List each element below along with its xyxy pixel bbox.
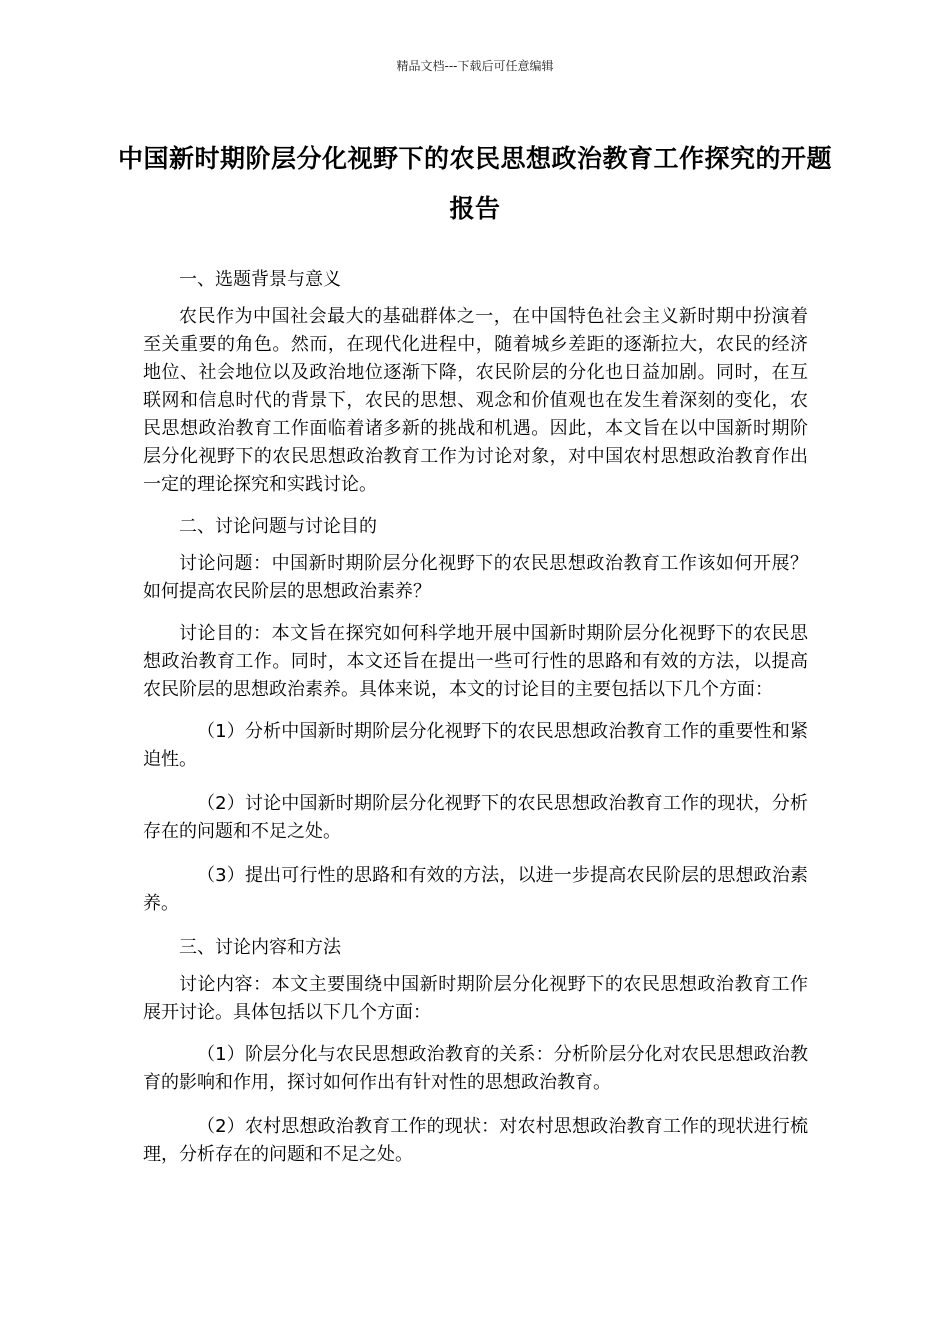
list-item: （2）农村思想政治教育工作的现状：对农村思想政治教育工作的现状进行梳理，分析存在的问题和不足之处。 [143,1116,808,1165]
section-heading-1: 一、选题背景与意义 [179,269,341,290]
paragraph-purpose: 讨论目的：本文旨在探究如何科学地开展中国新时期阶层分化视野下的农民思想政治教育工作。同时，本文还旨在提出一些可行性的思路和有效的方法，以提高农民阶层的思想政治素养。具体来说，本文的讨论目的主要包括以下几个方面： [143,623,808,700]
list-item: （1）阶层分化与农民思想政治教育的关系：分析阶层分化对农民思想政治教育的影响和作用，探讨如何作出有针对性的思想政治教育。 [143,1044,808,1093]
section-heading-3: 三、讨论内容和方法 [179,937,341,958]
header-note: 精品文档---下载后可任意编辑 [396,59,554,73]
paragraph-background: 农民作为中国社会最大的基础群体之一，在中国特色社会主义新时期中扮演着至关重要的角色。然而，在现代化进程中，随着城乡差距的逐渐拉大，农民的经济地位、社会地位以及政治地位逐渐下降，农民阶层的分化也日益加剧。同时，在互联网和信息时代的背景下，农民的思想、观念和价值观也在发生着深刻的变化，农民思想政治教育工作面临着诸多新的挑战和机遇。因此，本文旨在以中国新时期阶层分化视野下的农民思想政治教育工作为讨论对象，对中国农村思想政治教育作出一定的理论探究和实践讨论。 [143,306,808,495]
list-item: （1）分析中国新时期阶层分化视野下的农民思想政治教育工作的重要性和紧迫性。 [143,721,808,770]
paragraph-question: 讨论问题：中国新时期阶层分化视野下的农民思想政治教育工作该如何开展？如何提高农民阶层的思想政治素养？ [143,553,808,602]
document-body [143,266,808,1185]
section-heading-2: 二、讨论问题与讨论目的 [179,516,377,537]
paragraph-content: 讨论内容：本文主要围绕中国新时期阶层分化视野下的农民思想政治教育工作展开讨论。具体包括以下几个方面： [143,974,808,1023]
list-item: （2）讨论中国新时期阶层分化视野下的农民思想政治教育工作的现状，分析存在的问题和不足之处。 [143,793,808,842]
document-title: 中国新时期阶层分化视野下的农民思想政治教育工作探究的开题报告 [117,144,832,223]
list-item: （3）提出可行性的思路和有效的方法，以进一步提高农民阶层的思想政治素养。 [143,865,808,914]
